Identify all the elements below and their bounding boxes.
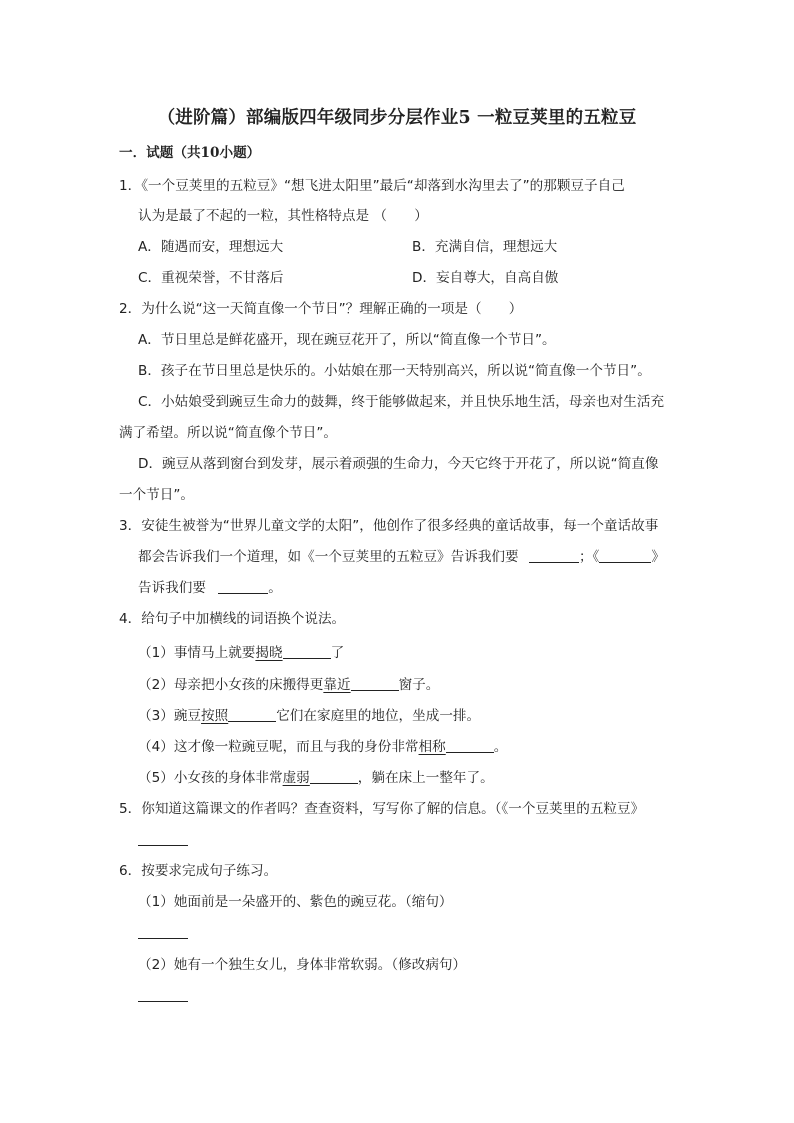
q2-option-c-line2: 满了希望。所以说“简直像个节日”。 [119, 425, 337, 441]
q4-stem: 4．给句子中加横线的词语换个说法。 [119, 611, 346, 627]
q1-stem-line1: 1．《一个豆荚里的五粒豆》“想飞进太阳里”最后“却落到水沟里去了”的那颗豆子自己 [119, 178, 625, 194]
q6-sentence-1: （1）她面前是一朵盛开的、紫色的豌豆花。（缩句） [138, 894, 453, 910]
q4-answer-blank-4[interactable] [446, 738, 494, 753]
section-heading: 一．试题（共10小题） [119, 145, 261, 161]
q3-text-a: 都会告诉我们一个道理，如《一个豆荚里的五粒豆》告诉我们要 [138, 549, 519, 565]
q4-answer-blank-1[interactable] [283, 644, 331, 659]
q2-option-a[interactable]: A．节日里总是鲜花盛开，现在豌豆花开了，所以“简直像一个节日”。 [138, 332, 556, 348]
q1-stem-line2: 认为是最了不起的一粒，其性格特点是 （ ） [138, 208, 428, 224]
q4-answer-blank-3[interactable] [228, 707, 276, 722]
q2-stem: 2．为什么说“这一天简直像一个节日”？理解正确的一项是（ ） [119, 301, 523, 317]
q5-answer-line [138, 831, 188, 849]
q2-option-c-line1[interactable]: C．小姑娘受到豌豆生命力的鼓舞，终于能够做起来，并且快乐地生活，母亲也对生活充 [138, 394, 665, 410]
q2-option-d-line2: 一个节日”。 [119, 487, 195, 503]
q5-answer-blank[interactable] [138, 831, 188, 846]
q3-text-b: ；《 [578, 549, 600, 565]
q3-answer-blank-2[interactable] [599, 548, 651, 563]
q3-answer-blank-1[interactable] [529, 548, 579, 563]
q1-option-c[interactable]: C．重视荣誉，不甘落后 [138, 270, 284, 286]
q3-text-d: 告诉我们要 [138, 580, 206, 596]
q1-option-a[interactable]: A．随遇而安，理想远大 [138, 239, 284, 255]
q6-answer-blank-2[interactable] [138, 987, 188, 1002]
q4-underlined-word-4: 相称 [418, 739, 446, 755]
q4-sentence-4: （4）这才像一粒豌豆呢，而且与我的身份非常相称 。 [138, 739, 508, 755]
q4-underlined-word-1: 揭晓 [255, 645, 283, 661]
q3-text-c: 》 [651, 549, 665, 565]
q3-stem-line3: 告诉我们要 。 [138, 580, 282, 596]
page-title: （进阶篇）部编版四年级同步分层作业5 一粒豆荚里的五粒豆 [157, 108, 637, 128]
q4-underlined-word-5: 虚弱 [282, 770, 310, 786]
q5-stem: 5．你知道这篇课文的作者吗？查查资料，写写你了解的信息。（《一个豆荚里的五粒豆》 [119, 801, 645, 817]
q6-stem: 6．按要求完成句子练习。 [119, 863, 278, 879]
q4-answer-blank-2[interactable] [351, 676, 399, 691]
q6-answer-line-1 [138, 924, 188, 942]
q1-option-d[interactable]: D．妄自尊大，自高自傲 [412, 270, 559, 286]
q6-sentence-2: （2）她有一个独生女儿，身体非常软弱。（修改病句） [138, 957, 467, 973]
q2-option-b[interactable]: B．孩子在节日里总是快乐的。小姑娘在那一天特别高兴，所以说“简直像一个节日”。 [138, 363, 651, 379]
q6-answer-line-2 [138, 987, 188, 1005]
q3-stem-line1: 3．安徒生被誉为“世界儿童文学的太阳”，他创作了很多经典的童话故事，每一个童话故事 [119, 518, 659, 534]
q1-option-b[interactable]: B．充满自信，理想远大 [412, 239, 558, 255]
q4-answer-blank-5[interactable] [310, 769, 358, 784]
q4-sentence-2: （2）母亲把小女孩的床搬得更靠近 窗子。 [138, 677, 440, 693]
q3-stem-line2 [138, 548, 665, 566]
q4-underlined-word-3: 按照 [201, 708, 229, 724]
q4-sentence-3: （3）豌豆按照 它们在家庭里的地位，坐成一排。 [138, 708, 481, 724]
q6-answer-blank-1[interactable] [138, 924, 188, 939]
q4-underlined-word-2: 靠近 [323, 677, 351, 693]
q2-option-d-line1[interactable]: D．豌豆从落到窗台到发芽，展示着顽强的生命力，今天它终于开花了，所以说“简直像 [138, 456, 659, 472]
q4-sentence-1: （1）事情马上就要揭晓 了 [138, 645, 345, 661]
q4-sentence-5: （5）小女孩的身体非常虚弱 ，躺在床上一整年了。 [138, 770, 494, 786]
q3-answer-blank-3[interactable] [218, 579, 268, 594]
